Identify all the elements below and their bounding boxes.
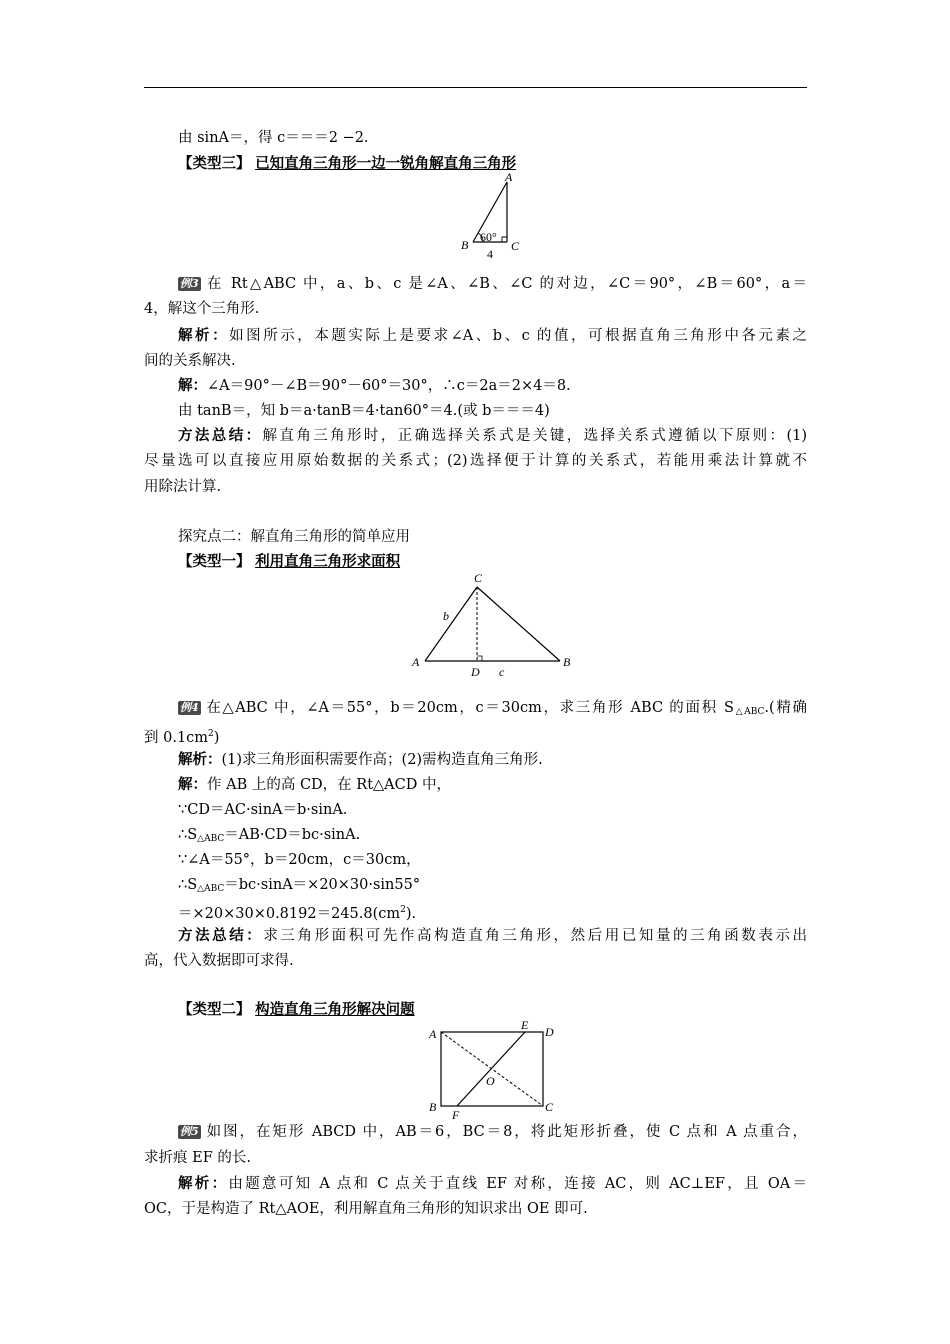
solution4-c: ＝AB·CD＝bc·sinA. bbox=[224, 827, 361, 843]
solution3-line1 bbox=[178, 376, 807, 396]
solution3-text-a: ∠A＝90°－∠B＝90°－60°＝30°，∴c＝2a＝2×4＝8. bbox=[207, 378, 571, 394]
example4-subscript: △ABC bbox=[733, 707, 765, 717]
label-side: 4 bbox=[487, 247, 493, 261]
solution4-label: 解： bbox=[178, 776, 207, 793]
analysis5-text-a: 由题意可知 A 点和 C 点关于直线 EF 对称，连接 AC，则 AC⊥EF，且 OA＝ bbox=[228, 1176, 807, 1192]
analysis3-label: 解析： bbox=[178, 327, 230, 344]
solution4-e-pre: ∴S bbox=[178, 877, 198, 893]
solution4-e: ＝bc·sinA＝×20×30·sin55° bbox=[224, 877, 421, 893]
right-angle-mark bbox=[502, 237, 507, 242]
summary3-label: 方法总结： bbox=[178, 427, 263, 444]
example4-text-tail: .(精确 bbox=[764, 700, 807, 716]
label-o: O bbox=[486, 1074, 495, 1088]
label-angle: 60° bbox=[480, 230, 497, 244]
solution4-e-sub: △ABC bbox=[197, 884, 225, 894]
summary4-line1 bbox=[178, 926, 807, 946]
header-rule bbox=[144, 87, 807, 88]
solution4-f-sup: 2 bbox=[400, 905, 406, 915]
side-bc bbox=[477, 587, 560, 661]
label-a: A bbox=[412, 655, 420, 669]
label-c: C bbox=[545, 1100, 554, 1114]
right-angle-mark bbox=[477, 656, 482, 661]
diagonal-ac bbox=[441, 1032, 543, 1106]
example4-superscript: 2 bbox=[208, 729, 214, 739]
label-c-vertex: C bbox=[474, 571, 483, 585]
label-f: F bbox=[452, 1108, 460, 1122]
solution4-line3 bbox=[178, 825, 807, 849]
label-b: B bbox=[563, 655, 571, 669]
label-b: B bbox=[429, 1100, 437, 1114]
explore-point-2: 探究点二：解直角三角形的简单应用 bbox=[178, 529, 410, 545]
solution4-c-pre: ∴S bbox=[178, 827, 198, 843]
example5-badge: 例5 bbox=[180, 1125, 199, 1138]
figure-triangle-altitude bbox=[405, 566, 580, 680]
example4-badge: 例4 bbox=[180, 701, 199, 714]
analysis5-line1 bbox=[178, 1174, 807, 1194]
type2-heading bbox=[178, 1000, 807, 1020]
label-c: C bbox=[511, 239, 520, 253]
summary3-line3: 用除法计算. bbox=[144, 479, 222, 495]
label-side-c: c bbox=[499, 665, 505, 679]
analysis5-line2: OC，于是构造了 Rt△AOE，利用解直角三角形的知识求出 OE 即可. bbox=[144, 1201, 588, 1217]
solution3-label: 解： bbox=[178, 377, 207, 394]
label-d: D bbox=[471, 665, 480, 679]
solution4-line5 bbox=[178, 875, 807, 899]
example3-line1 bbox=[178, 274, 807, 294]
example4-text-b-tail: ) bbox=[213, 730, 220, 746]
type1-label: 【类型一】 bbox=[178, 553, 251, 570]
solution4-line2: ∵CD＝AC·sinA＝b·sinA. bbox=[178, 802, 348, 818]
label-a: A bbox=[505, 170, 513, 184]
label-d: D bbox=[545, 1025, 554, 1039]
solution4-line1 bbox=[178, 775, 807, 795]
analysis4-line bbox=[178, 750, 807, 770]
type2-title: 构造直角三角形解决问题 bbox=[255, 1001, 415, 1018]
type3-title: 已知直角三角形一边一锐角解直角三角形 bbox=[255, 155, 517, 172]
solution4-f: ＝×20×30×0.8192＝245.8(cm bbox=[178, 906, 401, 922]
summary3-line1 bbox=[178, 426, 807, 446]
type2-label: 【类型二】 bbox=[178, 1001, 251, 1018]
type1-title: 利用直角三角形求面积 bbox=[255, 553, 401, 570]
solution3-line2: 由 tanB＝，知 b＝a·tanB＝4·tan60°＝4.(或 b＝＝＝4) bbox=[178, 403, 550, 419]
example4-text-b: 到 0.1cm bbox=[144, 730, 209, 746]
figure-rectangle-fold bbox=[425, 1018, 560, 1122]
summary3-line2: 尽量选可以直接应用原始数据的关系式；(2)选择便于计算的关系式，若能用乘法计算就不 bbox=[144, 453, 807, 469]
example3-badge: 例3 bbox=[180, 277, 199, 290]
summary3-text-a: 解直角三角形时，正确选择关系式是关键，选择关系式遵循以下原则：(1) bbox=[262, 428, 807, 444]
analysis4-text: (1)求三角形面积需要作高；(2)需构造直角三角形. bbox=[221, 752, 543, 768]
solution4-text-a: 作 AB 上的高 CD，在 Rt△ACD 中， bbox=[207, 777, 451, 793]
analysis3-line2: 间的关系解决. bbox=[144, 353, 236, 369]
example5-line2: 求折痕 EF 的长. bbox=[144, 1150, 251, 1166]
label-e: E bbox=[521, 1018, 529, 1032]
solution4-line4: ∵∠A＝55°，b＝20cm，c＝30cm， bbox=[178, 852, 421, 868]
figure-right-triangle bbox=[455, 168, 525, 264]
type3-label: 【类型三】 bbox=[178, 155, 251, 172]
solution4-line6 bbox=[178, 900, 807, 924]
example5-line1 bbox=[178, 1122, 807, 1142]
label-side-b: b bbox=[443, 609, 449, 623]
solution-line: 由 sinA＝，得 c＝＝＝2 −2. bbox=[178, 130, 369, 146]
example3-text-a: 在 Rt△ABC 中，a、b、c 是∠A、∠B、∠C 的对边，∠C＝90°，∠B＝60°，a＝ bbox=[204, 276, 807, 292]
example4-line2 bbox=[144, 724, 807, 748]
analysis4-label: 解析： bbox=[178, 751, 222, 768]
summary4-line2: 高，代入数据即可求得. bbox=[144, 953, 294, 969]
analysis5-label: 解析： bbox=[178, 1175, 229, 1192]
summary4-label: 方法总结： bbox=[178, 927, 264, 944]
side-ac bbox=[425, 587, 477, 661]
label-b: B bbox=[461, 238, 469, 252]
example4-line1 bbox=[178, 698, 807, 722]
solution4-c-sub: △ABC bbox=[197, 834, 225, 844]
solution4-f-tail: ). bbox=[405, 906, 417, 922]
crease-ef bbox=[457, 1032, 525, 1106]
summary4-text-a: 求三角形面积可先作高构造直角三角形，然后用已知量的三角函数表示出 bbox=[263, 928, 808, 944]
label-a: A bbox=[429, 1027, 437, 1041]
example4-text-a: 在△ABC 中，∠A＝55°，b＝20cm，c＝30cm，求三角形 ABC 的面积 S bbox=[204, 700, 734, 716]
example5-text-a: 如图，在矩形 ABCD 中，AB＝6，BC＝8，将此矩形折叠，使 C 点和 A 点重合， bbox=[204, 1124, 807, 1140]
example3-line2: 4，解这个三角形. bbox=[144, 301, 260, 317]
analysis3-line1 bbox=[178, 326, 807, 346]
analysis3-text-a: 如图所示，本题实际上是要求∠A、b、c 的值，可根据直角三角形中各元素之 bbox=[229, 328, 808, 344]
